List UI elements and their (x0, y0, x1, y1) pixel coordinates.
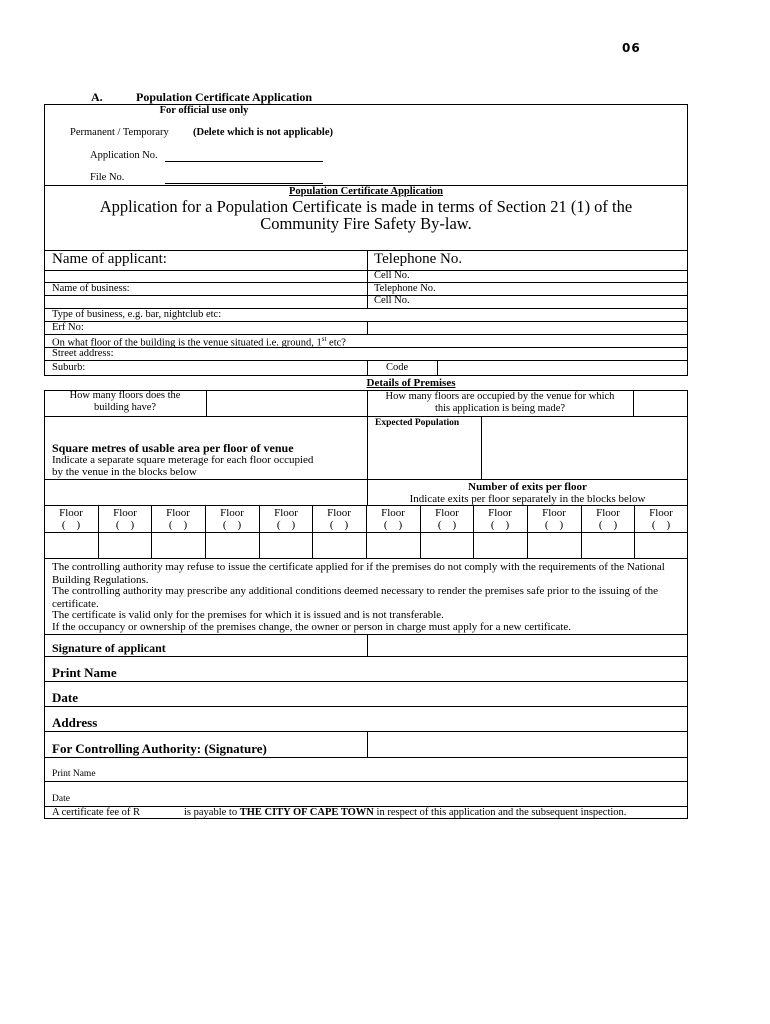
delete-note: (Delete which is not applicable) (193, 127, 333, 138)
section-title: Population Certificate Application (136, 90, 312, 104)
expected-population-label: Expected Population (375, 418, 460, 428)
date-label: Date (52, 690, 78, 705)
floor-value-cell[interactable] (366, 533, 420, 558)
floor-value-cell[interactable] (527, 533, 581, 558)
business-name-label: Name of business: (52, 283, 130, 294)
file-no-label: File No. (90, 172, 125, 183)
applicant-name-field[interactable] (45, 271, 366, 282)
exits-heading: Number of exits per floor (468, 481, 587, 493)
controlling-authority-signature-label: For Controlling Authority: (Signature) (52, 741, 267, 756)
print-name-label: Print Name (52, 665, 117, 680)
condition-1: The controlling authority may refuse to issue the certificate applied for if the premises do not comply with the requirements of the National Building Regulations. (52, 561, 665, 586)
cell-no-label-2: Cell No. (374, 295, 410, 306)
floor-number-field[interactable]: ( ) (383, 519, 403, 531)
floor-number-field[interactable]: ( ) (490, 519, 510, 531)
official-use-heading: For official use only (159, 105, 249, 116)
floor-number-field[interactable]: ( ) (437, 519, 457, 531)
street-address-label: Street address: (52, 348, 114, 359)
signature-applicant-label: Signature of applicant (52, 641, 166, 655)
floor-value-cell[interactable] (581, 533, 635, 558)
fee-prefix: A certificate fee of R (52, 807, 141, 818)
floor-value-cell[interactable] (312, 533, 366, 558)
venue-floor-question: On what floor of the building is the venue situated i.e. ground, 1st etc? (52, 335, 346, 349)
print-name-small-label: Print Name (52, 769, 96, 779)
cell-no-label-1: Cell No. (374, 270, 410, 281)
floor-column-label: Floor (166, 507, 190, 519)
condition-3: The certificate is valid only for the premises for which it is issued and is not transferable. (52, 609, 444, 621)
floor-value-cell[interactable] (44, 533, 98, 558)
applicant-name-label: Name of applicant: (52, 251, 167, 267)
date-small-label: Date (52, 794, 70, 804)
address-label: Address (52, 715, 98, 730)
floor-number-field[interactable]: ( ) (651, 519, 671, 531)
floor-number-field[interactable]: ( ) (329, 519, 349, 531)
floor-number-field[interactable]: ( ) (222, 519, 242, 531)
floors-question-2: building have? (93, 402, 157, 413)
occupied-question-2: this application is being made? (434, 403, 566, 414)
section-letter: A. (91, 90, 103, 104)
premises-heading: Details of Premises (366, 377, 456, 389)
page-number: 06 (622, 41, 641, 55)
fee-statement: is payable to THE CITY OF CAPE TOWN in respect of this application and the subsequent inspection. (184, 807, 627, 818)
floor-column-label: Floor (596, 507, 620, 519)
floor-value-cell[interactable] (98, 533, 152, 558)
floor-number-field[interactable]: ( ) (544, 519, 564, 531)
floor-value-cell[interactable] (473, 533, 527, 558)
floor-column-label: Floor (488, 507, 512, 519)
floor-number-field[interactable]: ( ) (115, 519, 135, 531)
banner-line-2: Community Fire Safety By-law. (260, 214, 472, 233)
business-type-label: Type of business, e.g. bar, nightclub etc: (52, 309, 222, 320)
condition-4: If the occupancy or ownership of the premises change, the owner or person in charge must apply for a new certificate. (52, 621, 572, 633)
floor-number-field[interactable]: ( ) (61, 519, 81, 531)
floor-column-label: Floor (649, 507, 673, 519)
floor-column-label: Floor (327, 507, 351, 519)
floor-number-field[interactable]: ( ) (168, 519, 188, 531)
floor-column-label: Floor (435, 507, 459, 519)
telephone-no-label-2: Telephone No. (374, 283, 436, 294)
floor-number-field[interactable]: ( ) (276, 519, 296, 531)
floor-value-cell[interactable] (634, 533, 688, 558)
occupied-question-1: How many floors are occupied by the venue for which (385, 391, 615, 402)
exits-desc: Indicate exits per floor separately in the blocks below (409, 493, 646, 505)
erf-no-label: Erf No: (52, 322, 84, 333)
controlling-authority-signature-field[interactable] (368, 732, 687, 757)
floor-column-label: Floor (274, 507, 298, 519)
floor-value-cell[interactable] (151, 533, 205, 558)
banner-small-title: Population Certificate Application (289, 186, 443, 197)
floor-column-label: Floor (220, 507, 244, 519)
sqm-desc-1: Indicate a separate square meterage for each floor occupied (52, 454, 314, 466)
code-label: Code (386, 362, 409, 373)
application-no-field[interactable] (165, 161, 323, 162)
telephone-label: Telephone No. (374, 251, 463, 267)
floor-column-label: Floor (381, 507, 405, 519)
floor-value-cell[interactable] (420, 533, 474, 558)
perm-temp-label: Permanent / Temporary (70, 127, 169, 138)
floor-value-cell[interactable] (259, 533, 313, 558)
floor-column-label: Floor (113, 507, 137, 519)
floor-value-cell[interactable] (205, 533, 259, 558)
signature-box (44, 634, 688, 819)
floor-column-label: Floor (59, 507, 83, 519)
condition-2: The controlling authority may prescribe any additional conditions deemed necessary to render the premises safe prior to the issuing of the certificate. (52, 585, 659, 610)
floors-question-1: How many floors does the (69, 390, 181, 401)
sqm-desc-2: by the venue in the blocks below (52, 466, 197, 478)
floor-column-label: Floor (542, 507, 566, 519)
banner-line-1: Application for a Population Certificate is made in terms of Section 21 (1) of the (99, 197, 633, 216)
file-no-field[interactable] (165, 183, 323, 184)
application-no-label: Application No. (90, 150, 158, 161)
signature-applicant-field[interactable] (368, 635, 687, 656)
floor-number-field[interactable]: ( ) (598, 519, 618, 531)
sqm-heading: Square metres of usable area per floor of venue (52, 441, 294, 455)
suburb-label: Suburb: (52, 362, 86, 373)
